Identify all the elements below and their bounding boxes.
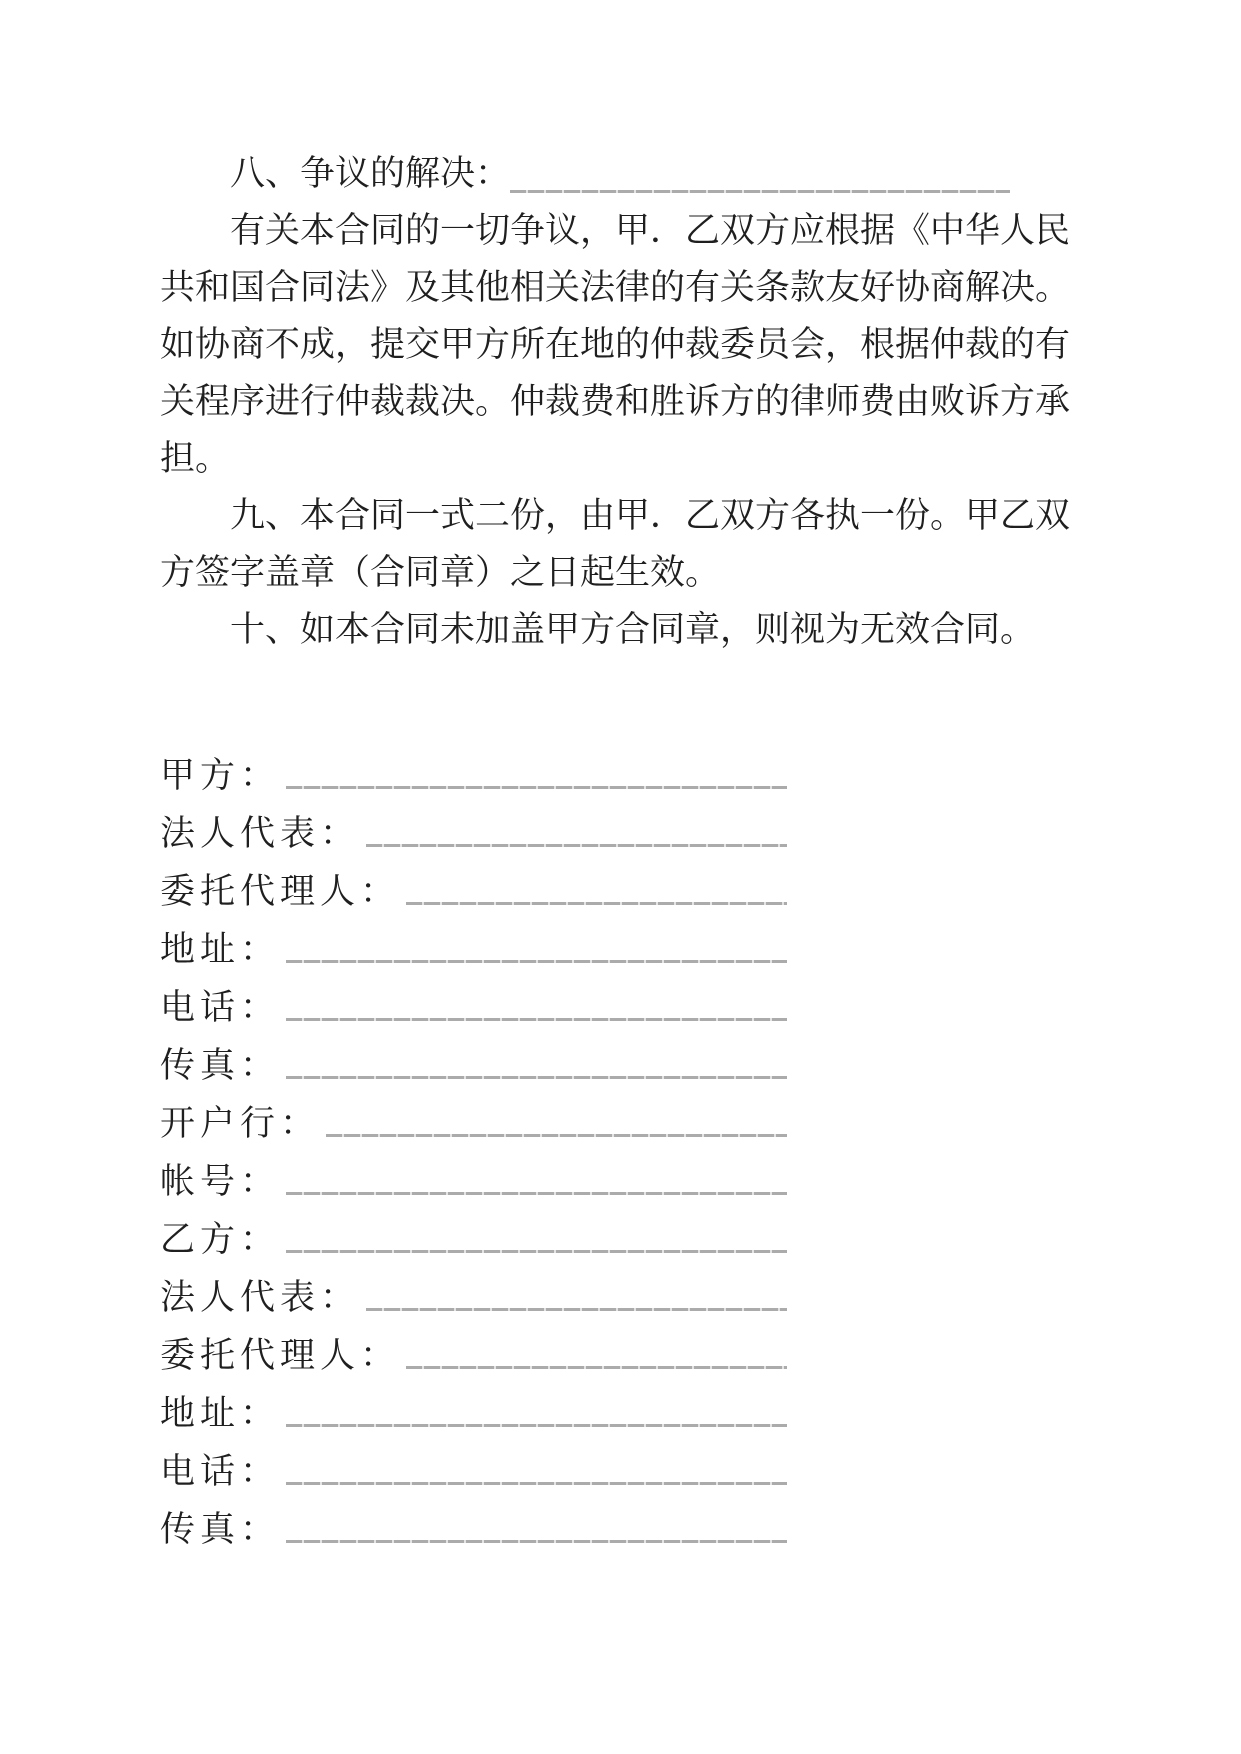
form-field-label: 传真： [160, 1510, 281, 1549]
fill-in-blank-line [286, 960, 787, 963]
clause-text-line [160, 487, 1070, 544]
signature-contact-form-section [160, 740, 787, 1552]
form-row [160, 1030, 787, 1088]
form-field-label: 帐号： [160, 1162, 281, 1201]
form-field-label: 乙方： [160, 1220, 281, 1259]
clause-text-line [160, 544, 1070, 601]
form-row [160, 1262, 787, 1320]
form-field-label: 委托代理人： [160, 872, 401, 911]
form-row [160, 1088, 787, 1146]
form-row [160, 914, 787, 972]
clause-text-line [160, 373, 1070, 430]
contract-clauses-section [160, 145, 1070, 658]
fill-in-blank-line [286, 1250, 787, 1253]
form-row [160, 1494, 787, 1552]
clause-text-line [160, 316, 1070, 373]
clause-text: 共和国合同法》及其他相关法律的有关条款友好协商解决。 [160, 268, 1071, 307]
fill-in-blank-line [406, 1366, 787, 1369]
fill-in-blank-line [286, 1540, 787, 1543]
clause-text: 九、本合同一式二份，由甲．乙双方各执一份。甲乙双 [230, 496, 1071, 535]
form-row [160, 1204, 787, 1262]
form-field-label: 地址： [160, 930, 281, 969]
form-row [160, 1320, 787, 1378]
clause-text: 关程序进行仲裁裁决。仲裁费和胜诉方的律师费由败诉方承 [160, 382, 1071, 421]
clause-text: 担。 [160, 439, 231, 478]
form-row [160, 972, 787, 1030]
form-row [160, 798, 787, 856]
form-field-label: 地址： [160, 1394, 281, 1433]
clause-text: 十、如本合同未加盖甲方合同章，则视为无效合同。 [230, 610, 1036, 649]
fill-in-blank-line [286, 1076, 787, 1079]
fill-in-blank-line [366, 844, 787, 847]
fill-in-blank-line [286, 1018, 787, 1021]
form-row [160, 1146, 787, 1204]
fill-in-blank-line [286, 786, 787, 789]
clause-text-line [160, 202, 1070, 259]
form-row [160, 1436, 787, 1494]
clause-text: 有关本合同的一切争议，甲．乙双方应根据《中华人民 [230, 211, 1071, 250]
form-row [160, 1378, 787, 1436]
clause-text: 方签字盖章（合同章）之日起生效。 [160, 553, 721, 592]
form-field-label: 电话： [160, 988, 281, 1027]
form-field-label: 电话： [160, 1452, 281, 1491]
clause-text-line [160, 601, 1070, 658]
fill-in-blank-line [286, 1424, 787, 1427]
clause-text-line [160, 259, 1070, 316]
fill-in-blank-line [286, 1192, 787, 1195]
form-field-label: 开户行： [160, 1104, 321, 1143]
fill-in-blank-line [326, 1134, 787, 1137]
form-field-label: 传真： [160, 1046, 281, 1085]
fill-in-blank-line [366, 1308, 787, 1311]
fill-in-blank-line [286, 1482, 787, 1485]
form-row [160, 856, 787, 914]
fill-in-blank-line [406, 902, 787, 905]
form-field-label: 委托代理人： [160, 1336, 401, 1375]
form-field-label: 甲方： [160, 756, 281, 795]
clause-text-line [160, 430, 1070, 487]
clause-text-line [160, 145, 1070, 202]
clause-text: 八、争议的解决： [230, 154, 511, 193]
form-row [160, 740, 787, 798]
clause-text: 如协商不成，提交甲方所在地的仲裁委员会，根据仲裁的有 [160, 325, 1071, 364]
form-field-label: 法人代表： [160, 814, 361, 853]
form-field-label: 法人代表： [160, 1278, 361, 1317]
fill-in-blank-line [510, 190, 1010, 193]
